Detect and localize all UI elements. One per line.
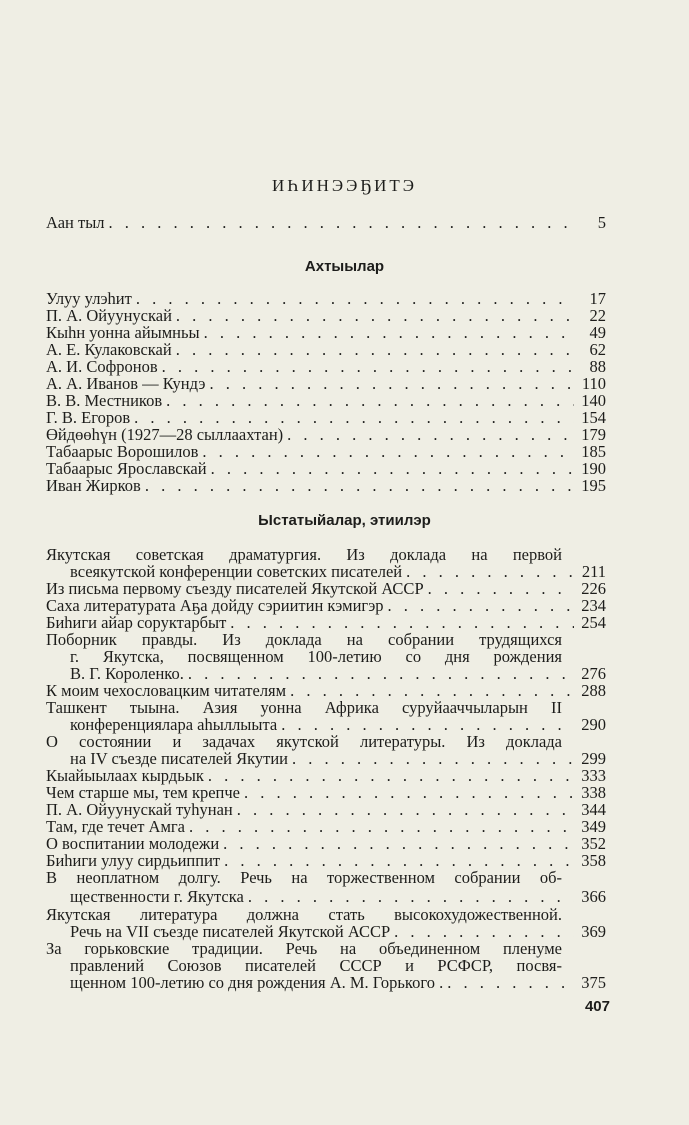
toc-entry: А. Е. Кулаковскай . . . 62 xyxy=(46,341,606,359)
toc-line: Якутская литература должна стать высокохудожественной. xyxy=(46,905,562,924)
toc-entry: конференциялара аһыллыыта . . . 290 xyxy=(70,716,606,734)
toc-line: Поборник правды. Из доклада на собрании трудящихся xyxy=(46,630,562,649)
toc-entry: Там, где течет Амга . . . 349 xyxy=(46,818,606,836)
toc-entry: щественности г. Якутска . . . 366 xyxy=(70,888,606,906)
toc-entry: К моим чехословацким читателям . . . 288 xyxy=(46,682,606,700)
toc-entry: О воспитании молодежи . . . 352 xyxy=(46,835,606,853)
toc-entry: В. Г. Короленко. . . . 276 xyxy=(70,665,606,683)
toc-line: Якутская советская драматургия. Из доклада на первой xyxy=(46,545,562,564)
page-number: 407 xyxy=(584,998,610,1015)
toc-entry: Улуу улэһит . . . 17 xyxy=(46,290,606,308)
toc-entry: А. А. Иванов — Кундэ . . . 110 xyxy=(46,375,606,393)
toc-entry: на IV съезде писателей Якутии . . . 299 xyxy=(70,750,606,768)
toc-entry-intro: Аан тыл . . . 5 xyxy=(46,214,606,232)
toc-entry: А. И. Софронов . . . 88 xyxy=(46,358,606,376)
toc-entry: Биһиги улуу сирдьиппит . . . 358 xyxy=(46,852,606,870)
toc-entry: всеякутской конференции советских писателей . . . 211 xyxy=(70,563,606,581)
toc-line: В неоплатном долгу. Речь на торжественном собрании об- xyxy=(46,868,562,887)
section-title-articles: Ыстатыйалар, этиилэр xyxy=(258,512,431,529)
toc-line: г. Якутска, посвященном 100-летию со дня рождения xyxy=(70,647,562,666)
toc-entry: Биһиги айар соруктарбыт . . . 254 xyxy=(46,614,606,632)
toc-entry: Өйдөөһүн (1927—28 сыллаахтан) . . . 179 xyxy=(46,426,606,444)
toc-entry: Кыайыылаах кырдьык . . . 333 xyxy=(46,767,606,785)
toc-line: О состоянии и задачах якутской литературы. Из доклада xyxy=(46,732,562,751)
toc-line: правлений Союзов писателей СССР и РСФСР, посвя- xyxy=(70,956,562,975)
toc-entry: Иван Жирков . . . 195 xyxy=(46,477,606,495)
toc-entry: Табаарыс Ворошилов . . . 185 xyxy=(46,443,606,461)
toc-entry: Чем старше мы, тем крепче . . . 338 xyxy=(46,784,606,802)
toc-line: За горьковские традиции. Речь на объединенном пленуме xyxy=(46,939,562,958)
toc-entry: щенном 100-летию со дня рождения А. М. Горького . . . . 375 xyxy=(70,974,606,992)
toc-entry: Кыһн уонна айымньы . . . 49 xyxy=(46,324,606,342)
toc-line: Ташкент тыына. Азия уонна Африка суруйааччыларын II xyxy=(46,698,562,717)
toc-entry: Г. В. Егоров . . . 154 xyxy=(46,409,606,427)
toc-entry: Саха литературата Аҕа дойду сэриитин кэмигэр . . . 234 xyxy=(46,597,606,615)
toc-entry: Речь на VII съезде писателей Якутской АССР . . . 369 xyxy=(70,923,606,941)
toc-entry: П. А. Ойуунускай . . . 22 xyxy=(46,307,606,325)
toc-entry: Из письма первому съезду писателей Якутской АССР . . . 226 xyxy=(46,580,606,598)
section-title-memoirs: Ахтыылар xyxy=(304,258,385,275)
toc-entry: П. А. Ойуунускай туһунан . . . 344 xyxy=(46,801,606,819)
toc-entry: Табаарыс Ярославскай . . . 190 xyxy=(46,460,606,478)
toc-heading: ИҺИНЭЭҔИТЭ xyxy=(272,176,417,195)
toc-entry: В. В. Местников . . . 140 xyxy=(46,392,606,410)
